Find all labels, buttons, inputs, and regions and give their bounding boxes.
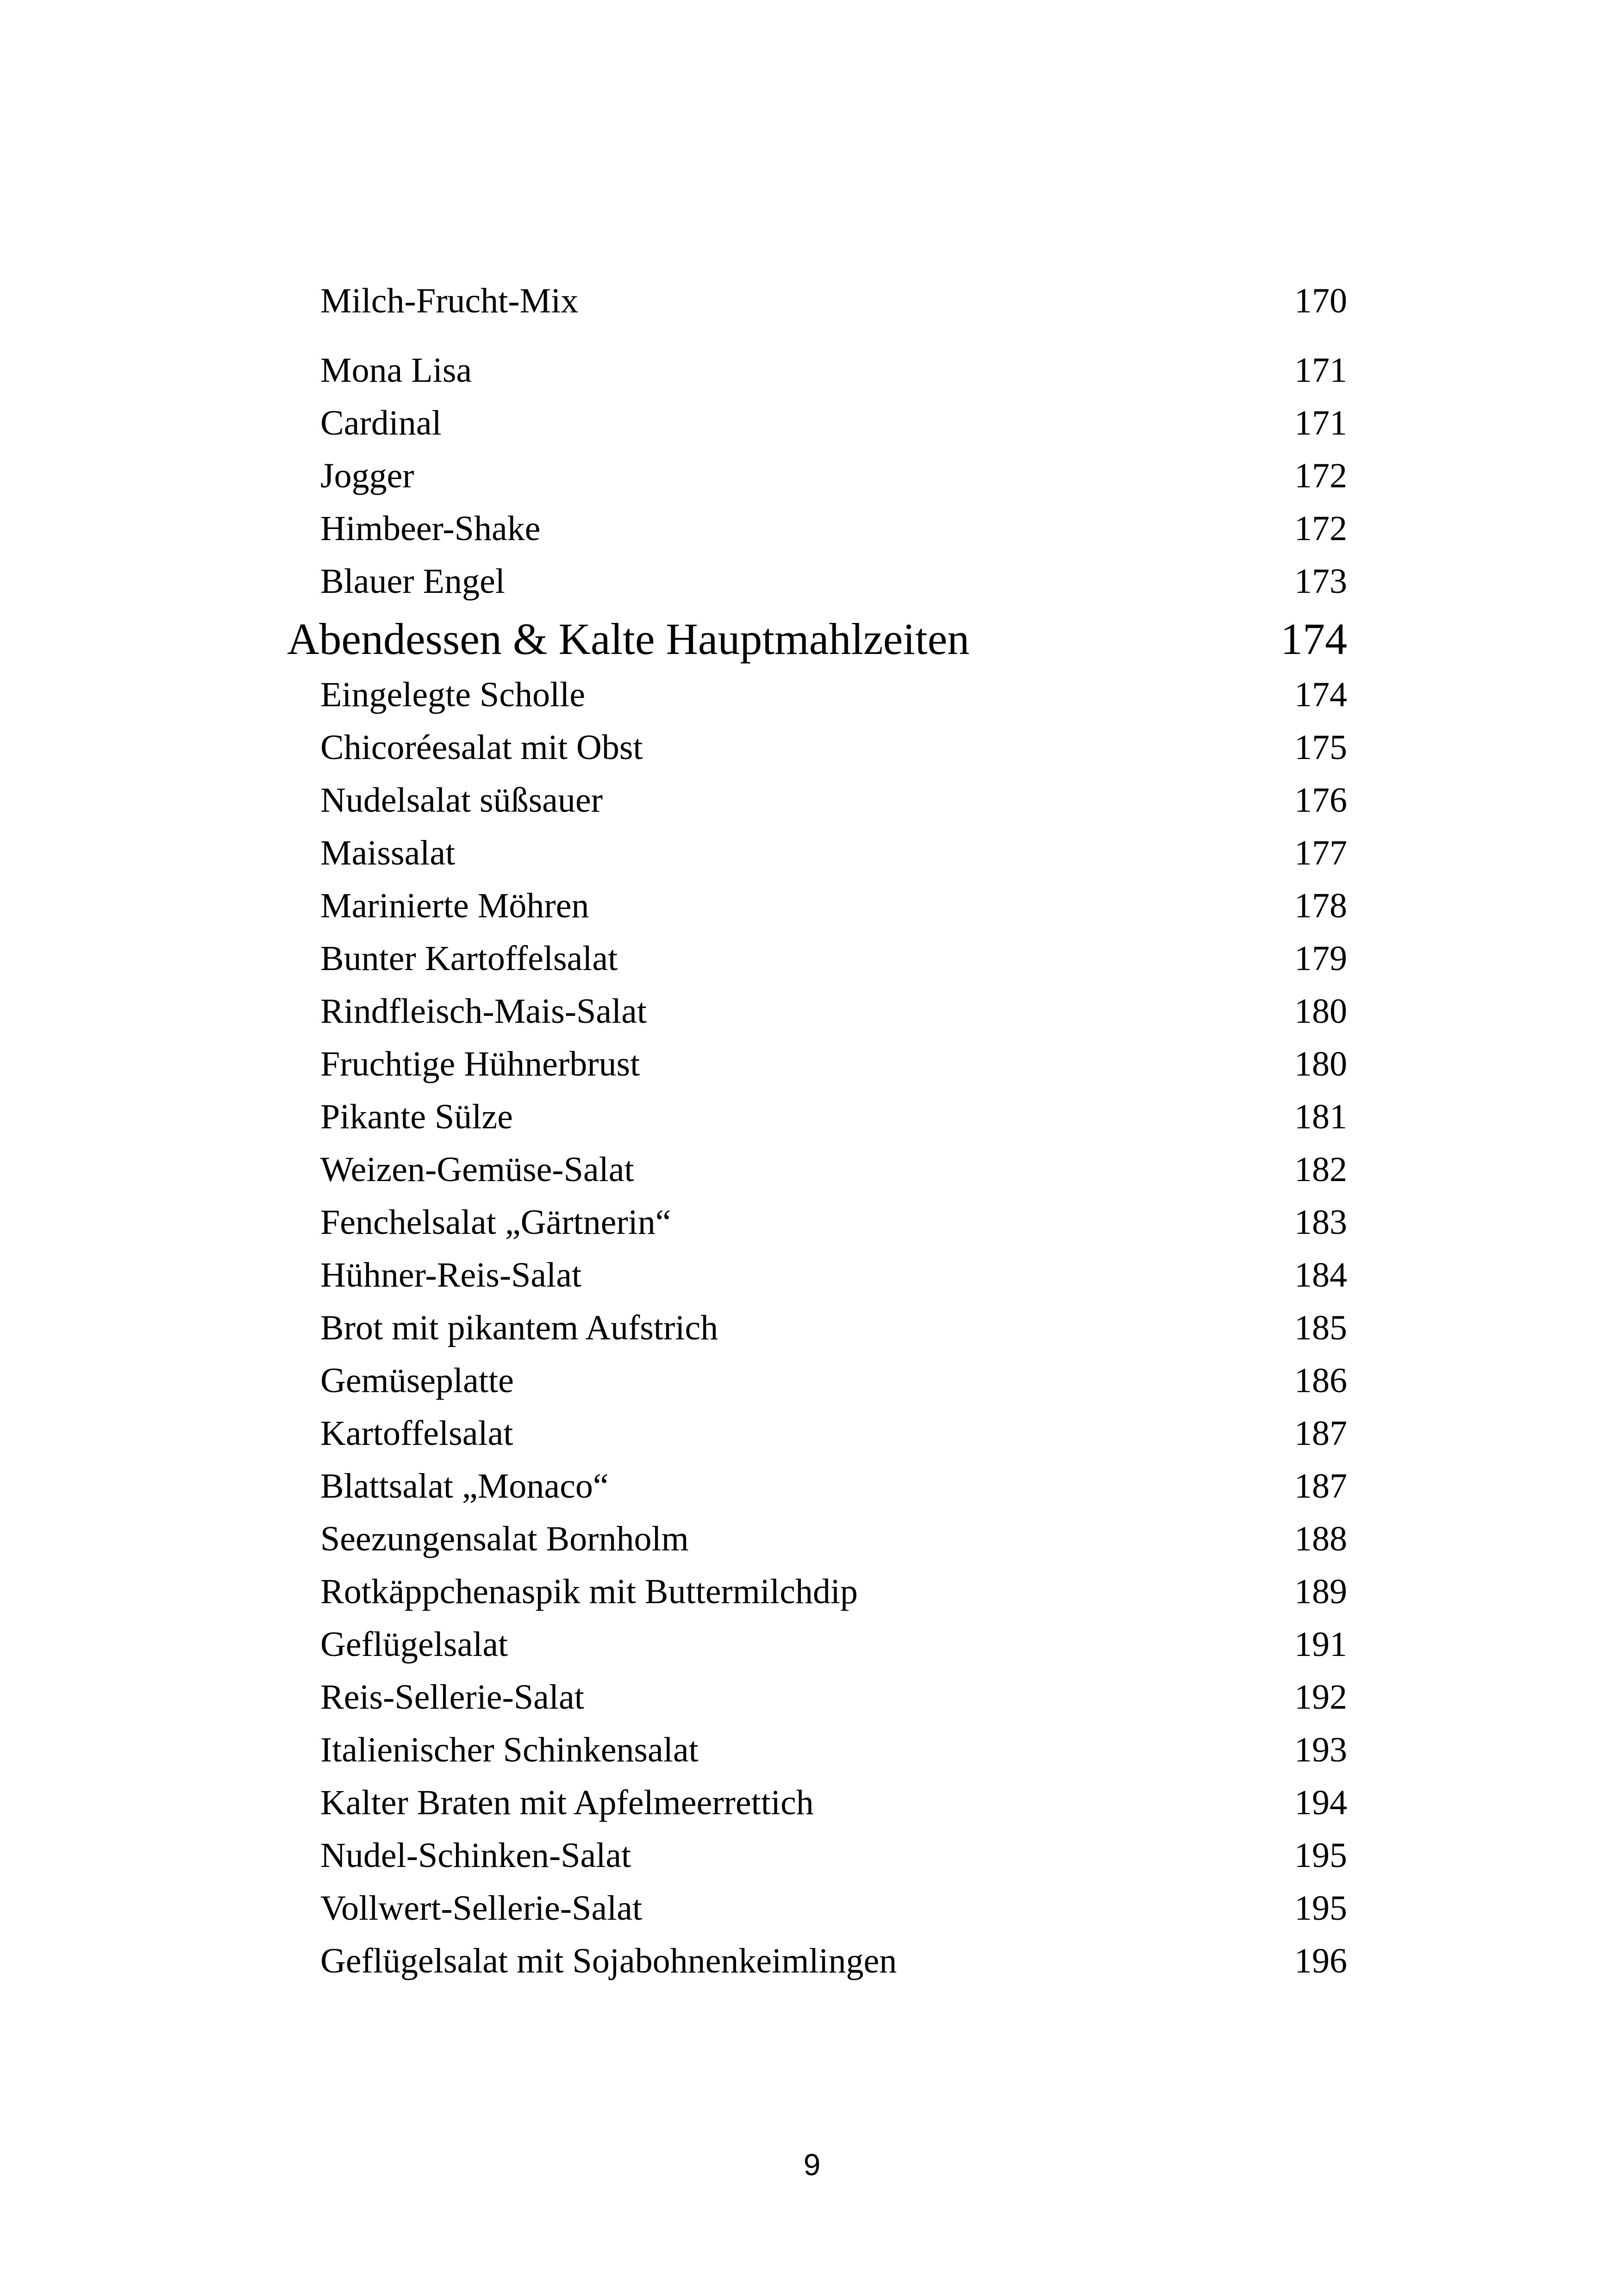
toc-chapter-heading xyxy=(287,611,1347,667)
toc-entry xyxy=(287,1355,1347,1406)
toc-entry-title: Abendessen & Kalte Hauptmahlzeiten xyxy=(287,614,970,664)
toc-entry-page: 185 xyxy=(1294,1308,1347,1347)
toc-entry xyxy=(287,828,1347,878)
toc-entry-title: Brot mit pikantem Aufstrich xyxy=(320,1308,718,1347)
toc-entry-title: Nudel-Schinken-Salat xyxy=(320,1836,631,1875)
toc-entry-title: Kalter Braten mit Apfelmeerrettich xyxy=(320,1783,814,1822)
toc-entry xyxy=(287,1883,1347,1934)
toc-entry xyxy=(287,1935,1347,1986)
toc-entry xyxy=(287,775,1347,826)
toc-entry-page: 174 xyxy=(1294,675,1347,714)
toc-entry-page: 191 xyxy=(1294,1625,1347,1664)
toc-entry xyxy=(287,1197,1347,1248)
toc-entry xyxy=(287,1777,1347,1828)
toc-entry-title: Fruchtige Hühnerbrust xyxy=(320,1045,640,1083)
toc-entry-page: 181 xyxy=(1294,1097,1347,1136)
toc-entry-page: 180 xyxy=(1294,992,1347,1031)
toc-entry-title: Gemüseplatte xyxy=(320,1361,514,1400)
toc-entry xyxy=(287,450,1347,501)
toc-entry-title: Reis-Sellerie-Salat xyxy=(320,1678,584,1717)
toc-entry-title: Chicoréesalat mit Obst xyxy=(320,728,643,767)
toc-entry-page: 175 xyxy=(1294,728,1347,767)
toc-entry-page: 193 xyxy=(1294,1730,1347,1769)
toc-entry-page: 172 xyxy=(1294,509,1347,548)
toc-entry xyxy=(287,933,1347,984)
toc-entry xyxy=(287,1513,1347,1564)
toc-entry-page: 171 xyxy=(1294,404,1347,442)
toc-entry-title: Geflügelsalat mit Sojabohnenkeimlingen xyxy=(320,1941,897,1980)
toc-entry-page: 179 xyxy=(1294,939,1347,978)
page-number: 9 xyxy=(803,2147,821,2182)
toc-entry-title: Vollwert-Sellerie-Salat xyxy=(320,1889,643,1928)
toc-entry xyxy=(287,986,1347,1037)
toc-entry xyxy=(287,1461,1347,1512)
toc-entry-title: Rotkäppchenaspik mit Buttermilchdip xyxy=(320,1572,858,1611)
toc-entry xyxy=(287,1672,1347,1723)
toc-entry-title: Blattsalat „Monaco“ xyxy=(320,1467,609,1506)
toc-entry-title: Hühner-Reis-Salat xyxy=(320,1256,582,1294)
toc-entry-page: 171 xyxy=(1294,351,1347,390)
toc-entry-title: Blauer Engel xyxy=(320,562,505,601)
toc-entry-page: 176 xyxy=(1294,781,1347,820)
toc-entry-page: 183 xyxy=(1294,1203,1347,1242)
toc-entry-title: Nudelsalat süßsauer xyxy=(320,781,603,820)
toc-entry-page: 173 xyxy=(1294,562,1347,601)
toc-entry-page: 195 xyxy=(1294,1836,1347,1875)
toc-entry-title: Cardinal xyxy=(320,404,442,442)
toc-entry-page: 172 xyxy=(1294,456,1347,495)
toc-entry-page: 177 xyxy=(1294,834,1347,872)
toc-entry-title: Milch-Frucht-Mix xyxy=(320,281,579,320)
toc-entry xyxy=(287,1830,1347,1881)
toc-entry-page: 195 xyxy=(1294,1889,1347,1928)
toc-entry xyxy=(287,1724,1347,1775)
toc-entry xyxy=(287,1619,1347,1670)
toc-entry xyxy=(287,345,1347,396)
toc-entry-title: Weizen-Gemüse-Salat xyxy=(320,1150,634,1189)
toc-entry-page: 182 xyxy=(1294,1150,1347,1189)
toc-entry-page: 188 xyxy=(1294,1519,1347,1558)
toc-entry xyxy=(287,398,1347,448)
toc-entry-title: Jogger xyxy=(320,456,414,495)
toc-entry-title: Pikante Sülze xyxy=(320,1097,513,1136)
toc-entry-page: 180 xyxy=(1294,1045,1347,1083)
toc-entry-title: Himbeer-Shake xyxy=(320,509,541,548)
toc-entry xyxy=(287,1250,1347,1300)
toc-entry-page: 192 xyxy=(1294,1678,1347,1717)
toc-entry-title: Bunter Kartoffelsalat xyxy=(320,939,618,978)
toc-entry xyxy=(287,1566,1347,1617)
toc-entry-page: 178 xyxy=(1294,886,1347,925)
toc-entry-title: Geflügelsalat xyxy=(320,1625,508,1664)
toc-entry xyxy=(287,1408,1347,1459)
toc-entry-title: Seezungensalat Bornholm xyxy=(320,1519,689,1558)
toc-entry-title: Kartoffelsalat xyxy=(320,1414,513,1453)
toc-entry-page: 174 xyxy=(1280,614,1347,664)
toc-entry xyxy=(287,1039,1347,1089)
toc-entry-page: 194 xyxy=(1294,1783,1347,1822)
toc-entry-page: 187 xyxy=(1294,1414,1347,1453)
toc-entry-page: 186 xyxy=(1294,1361,1347,1400)
toc-entry-page: 170 xyxy=(1294,281,1347,320)
toc-entry-title: Rindfleisch-Mais-Salat xyxy=(320,992,647,1031)
toc-entry-title: Marinierte Möhren xyxy=(320,886,589,925)
toc-entry xyxy=(287,722,1347,773)
toc-entry-title: Maissalat xyxy=(320,834,456,872)
toc-entry-page: 187 xyxy=(1294,1467,1347,1506)
toc-entry xyxy=(287,1302,1347,1353)
toc-entry xyxy=(287,556,1347,607)
toc-entry xyxy=(287,275,1347,326)
toc-entry xyxy=(287,1091,1347,1142)
toc-entry-title: Italienischer Schinkensalat xyxy=(320,1730,699,1769)
toc-entry-page: 189 xyxy=(1294,1572,1347,1611)
toc-entry xyxy=(287,503,1347,554)
toc-entry-page: 196 xyxy=(1294,1941,1347,1980)
toc-entry xyxy=(287,669,1347,720)
toc-entry-title: Eingelegte Scholle xyxy=(320,675,585,714)
toc-entry-title: Mona Lisa xyxy=(320,351,472,390)
toc-entry xyxy=(287,1144,1347,1195)
toc-entry xyxy=(287,880,1347,931)
toc-entry-title: Fenchelsalat „Gärtnerin“ xyxy=(320,1203,671,1242)
toc-entry-page: 184 xyxy=(1294,1256,1347,1294)
